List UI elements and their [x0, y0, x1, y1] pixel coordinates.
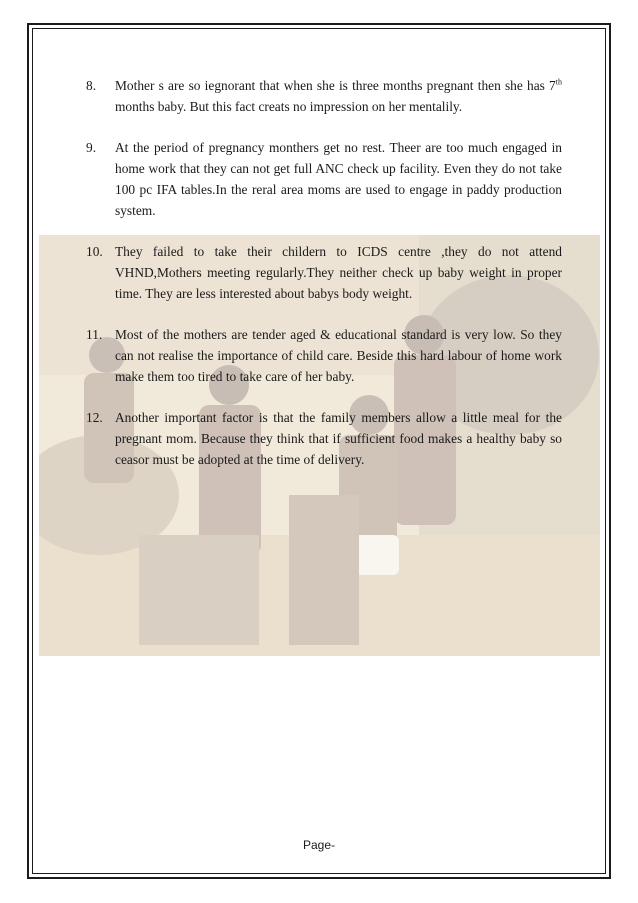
list-item-number: 10. [86, 244, 103, 259]
list-item-number: 11. [86, 327, 103, 342]
list-item [86, 324, 562, 387]
list-item [86, 75, 562, 117]
list-item-text: Mother s are so iegnorant that when she is three months pregnant then she has 7th months baby. But this fact creats no impression on her mentalily. [115, 77, 562, 114]
list-item [86, 137, 562, 221]
list-item-text: They failed to take their childern to ICDS centre ,they do not attend VHND,Mothers meeting regularly.They neither check up baby weight in proper time. They are less interested about babys body weight. [115, 244, 562, 301]
list-item [86, 241, 562, 304]
list-item-number: 8. [86, 78, 97, 93]
list-item-number: 12. [86, 410, 103, 425]
list-item-text: Most of the mothers are tender aged & educational standard is very low. So they can not realise the importance of child care. Beside this hard labour of home work make them too tired to take care of her baby. [115, 327, 562, 384]
list-item-number: 9. [86, 140, 97, 155]
list-item-text: Another important factor is that the family members allow a little meal for the pregnant mom. Because they think that if sufficient food makes a healthy baby so ceasor must be adopted at the time of delivery. [115, 410, 562, 467]
list-item-text: At the period of pregnancy monthers get no rest. Theer are too much engaged in home work that they can not get full ANC check up facility. Even they do not take 100 pc IFA tables.In the reral area moms are used to engage in paddy production system. [115, 140, 562, 218]
superscript: th [555, 77, 562, 87]
page-footer [0, 838, 638, 852]
page-number-label: Page- [302, 838, 336, 852]
document-body [86, 75, 562, 490]
list-item [86, 407, 562, 470]
